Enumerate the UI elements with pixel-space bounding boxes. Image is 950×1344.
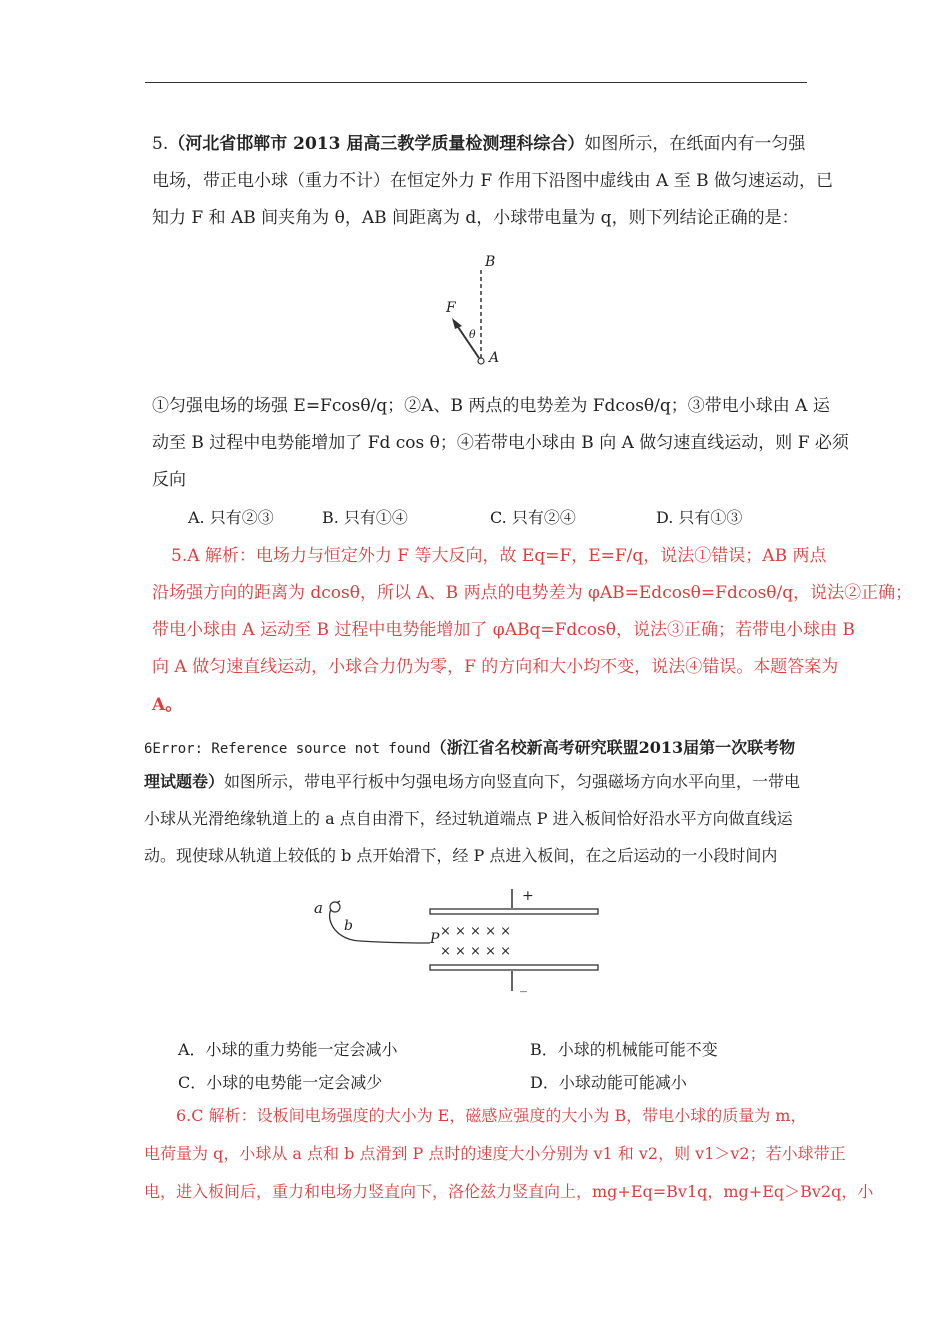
- minus-sign: _: [520, 977, 527, 993]
- q5-answer-2: 沿场强方向的距离为 dcosθ，所以 A、B 两点的电势差为 φAB=Edcosθ=Fdcosθ/q，说法②正确；: [152, 583, 913, 603]
- q5-answer-3: 带电小球由 A 运动至 B 过程中电势能增加了 φABq=Fdcosθ，说法③正确；若带电小球由 B: [152, 620, 855, 640]
- q5-line1: [152, 132, 805, 156]
- q6-answer-1: 6.C 解析：设板间电场强度的大小为 E，磁感应强度的大小为 B，带电小球的质量为 m，: [176, 1106, 807, 1125]
- force-arrowhead: [452, 318, 462, 329]
- label-b: b: [344, 918, 353, 934]
- q5-option-c: C. 只有②④: [490, 508, 576, 527]
- q6-option-a: A．小球的重力势能一定会减小: [178, 1040, 398, 1059]
- q5-stmt2: 动至 B 过程中电势能增加了 Fd cos θ；④若带电小球由 B 向 A 做匀速直线运动，则 F 必须: [152, 433, 849, 453]
- plus-sign: +: [522, 888, 534, 904]
- q6-line2-text: 如图所示，带电平行板中匀强电场方向竖直向下，匀强磁场方向水平向里，一带电: [224, 772, 801, 791]
- label-P: P: [430, 931, 440, 947]
- q6-line2: [144, 770, 800, 794]
- q6-option-d: D．小球动能可能减小: [530, 1073, 687, 1092]
- q6-source-2: 理试题卷）: [144, 772, 225, 791]
- top-plate: [430, 909, 598, 914]
- magnetic-field-row-2: × × × × ×: [440, 944, 511, 959]
- label-B: B: [485, 254, 496, 270]
- q5-answer-5: A。: [152, 695, 183, 715]
- label-a: a: [314, 899, 323, 917]
- q5-answer-1: 5.A 解析：电场力与恒定外力 F 等大反向，故 Eq=F，E=F/q，说法①错误；AB 两点: [171, 546, 827, 566]
- q5-number: 5.: [152, 134, 169, 154]
- small-ball: [330, 902, 340, 912]
- q5-figure: [440, 250, 520, 370]
- label-theta: θ: [469, 328, 476, 341]
- q5-source: （河北省邯郸市 2013 届高三教学质量检测理科综合）: [168, 134, 585, 154]
- q6-figure: [300, 885, 620, 1000]
- q5-stmt3: 反向: [152, 470, 186, 490]
- q6-option-c: C．小球的电势能一定会减少: [178, 1073, 383, 1092]
- label-F: F: [446, 300, 456, 316]
- q5-answer-4: 向 A 做匀速直线运动，小球合力仍为零，F 的方向和大小均不变，说法④错误。本题答案为: [152, 657, 839, 677]
- q6-option-b: B．小球的机械能可能不变: [530, 1040, 718, 1059]
- q5-option-b: B. 只有①④: [322, 508, 408, 527]
- q6-source-1: （浙江省名校新高考研究联盟2013届第一次联考物: [430, 738, 796, 757]
- q5-line1-text: 如图所示，在纸面内有一匀强: [584, 134, 806, 154]
- q6-error-ref: 6Error: Reference source not found: [144, 741, 431, 757]
- bottom-plate: [430, 965, 598, 970]
- q5-line2: 电场，带正电小球（重力不计）在恒定外力 F 作用下沿图中虚线由 A 至 B 做匀速运动，已: [152, 171, 833, 191]
- q6-line4: 动。现使球从轨道上较低的 b 点开始滑下，经 P 点进入板间，在之后运动的一小段时间内: [144, 846, 778, 865]
- charged-ball: [478, 358, 484, 364]
- header-rule: [145, 82, 807, 83]
- q6-answer-3: 电，进入板间后，重力和电场力竖直向下，洛伦兹力竖直向上，mg+Eq=Bv1q，mg+Eq＞Bv2q，小: [144, 1182, 874, 1201]
- magnetic-field-row-1: × × × × ×: [440, 924, 511, 939]
- q6-answer-2: 电荷量为 q，小球从 a 点和 b 点滑到 P 点时的速度大小分别为 v1 和 v2，则 v1＞v2；若小球带正: [144, 1144, 846, 1163]
- q6-line3: 小球从光滑绝缘轨道上的 a 点自由滑下，经过轨道端点 P 进入板间恰好沿水平方向做直线运: [144, 809, 793, 828]
- q6-line1: [144, 736, 795, 761]
- q5-line3: 知力 F 和 AB 间夹角为 θ，AB 间距离为 d，小球带电量为 q，则下列结论正确的是：: [152, 208, 799, 228]
- q5-option-a: A. 只有②③: [188, 508, 274, 527]
- q5-stmt1: ①匀强电场的场强 E=Fcosθ/q；②A、B 两点的电势差为 Fdcosθ/q；③带电小球由 A 运: [152, 396, 830, 416]
- label-A: A: [489, 350, 500, 366]
- q5-option-d: D. 只有①③: [656, 508, 743, 527]
